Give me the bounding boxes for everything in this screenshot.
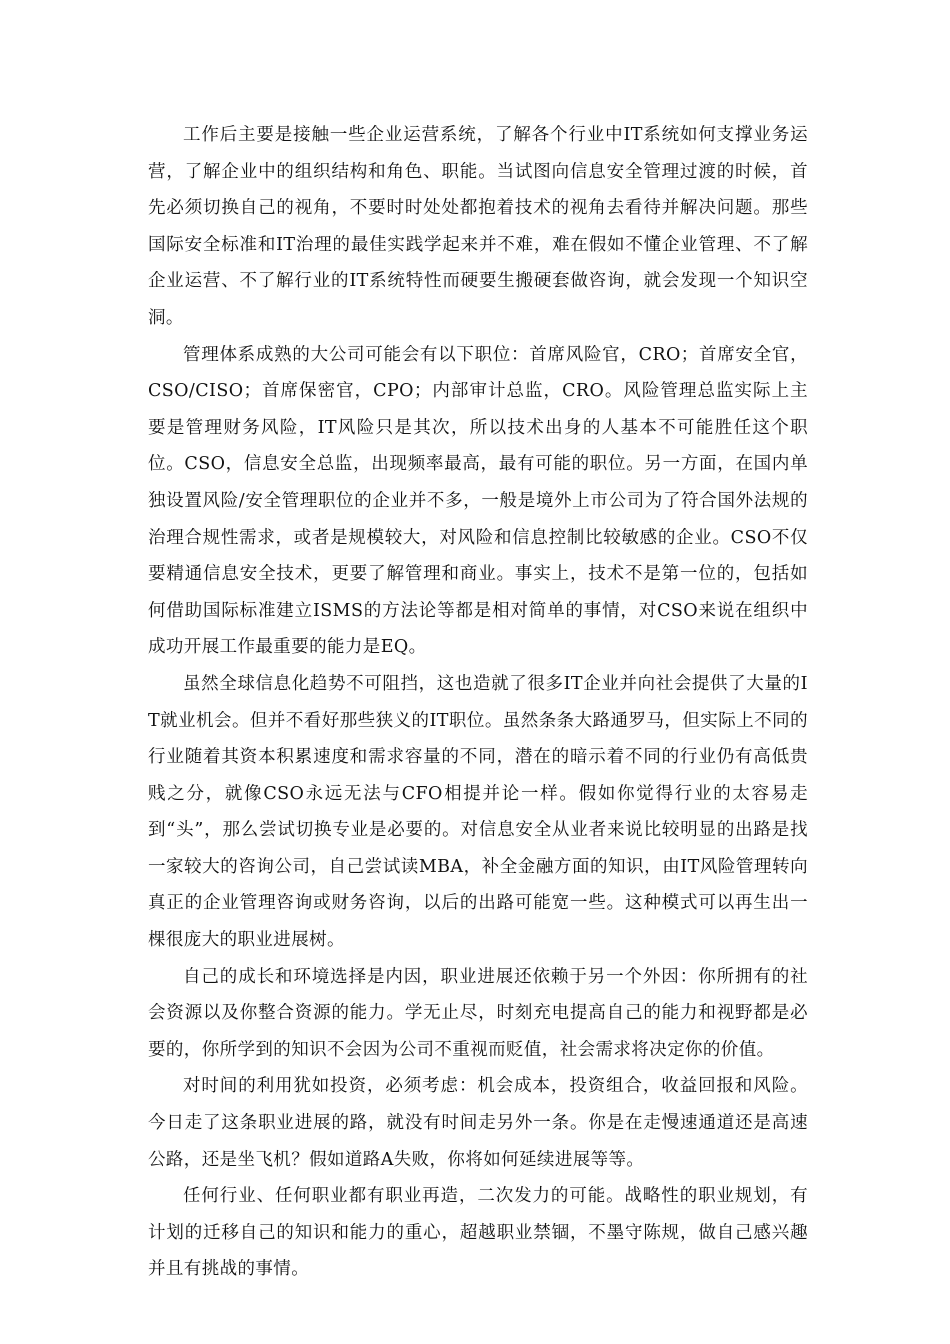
document-body xyxy=(148,117,808,1288)
paragraph-management-positions: 管理体系成熟的大公司可能会有以下职位：首席风险官，CRO；首席安全官，CSO/CISO；首席保密官，CPO；内部审计总监，CRO。风险管理总监实际上主要是管理财务风险，IT风险只是其次，所以技术出身的人基本不可能胜任这个职位。CSO，信息安全总监，出现频率最高，最有可能的职位。另一方面，在国内单独设置风险/安全管理职位的企业并不多，一般是境外上市公司为了符合国外法规的治理合规性需求，或者是规模较大，对风险和信息控制比较敏感的企业。CSO不仅要精通信息安全技术，更要了解管理和商业。事实上，技术不是第一位的，包括如何借助国际标准建立ISMS的方法论等都是相对简单的事情，对CSO来说在组织中成功开展工作最重要的能力是EQ。 xyxy=(148,344,808,658)
paragraph-career-paths: 虽然全球信息化趋势不可阻挡，这也造就了很多IT企业并向社会提供了大量的IT就业机会。但并不看好那些狭义的IT职位。虽然条条大路通罗马，但实际上不同的行业随着其资本积累速度和需求容量的不同，潜在的暗示着不同的行业仍有高低贵贱之分，就像CSO永远无法与CFO相提并论一样。假如你觉得行业的太容易走到“头”，那么尝试切换专业是必要的。对信息安全从业者来说比较明显的出路是找一家较大的咨询公司，自己尝试读MBA，补全金融方面的知识，由IT风险管理转向真正的企业管理咨询或财务咨询，以后的出路可能宽一些。这种模式可以再生出一棵很庞大的职业进展树。 xyxy=(148,673,808,951)
paragraph-it-systems: 工作后主要是接触一些企业运营系统，了解各个行业中IT系统如何支撑业务运营，了解企业中的组织结构和角色、职能。当试图向信息安全管理过渡的时候，首先必须切换自己的视角，不要时时处处都抱着技术的视角去看待并解决问题。那些国际安全标准和IT治理的最佳实践学起来并不难，难在假如不懂企业管理、不了解企业运营、不了解行业的IT系统特性而硬要生搬硬套做咨询，就会发现一个知识空洞。 xyxy=(148,125,808,328)
paragraph-time-investment: 对时间的利用犹如投资，必须考虑：机会成本，投资组合，收益回报和风险。今日走了这条职业进展的路，就没有时间走另外一条。你是在走慢速通道还是高速公路，还是坐飞机？假如道路A失败，你将如何延续进展等等。 xyxy=(148,1076,808,1170)
paragraph-career-reinvention: 任何行业、任何职业都有职业再造，二次发力的可能。战略性的职业规划，有计划的迁移自己的知识和能力的重心，超越职业禁锢，不墨守陈规，做自己感兴趣并且有挑战的事情。 xyxy=(148,1186,808,1280)
paragraph-social-resources: 自己的成长和环境选择是内因，职业进展还依赖于另一个外因：你所拥有的社会资源以及你整合资源的能力。学无止尽，时刻充电提高自己的能力和视野都是必要的，你所学到的知识不会因为公司不重视而贬值，社会需求将决定你的价值。 xyxy=(148,966,808,1060)
